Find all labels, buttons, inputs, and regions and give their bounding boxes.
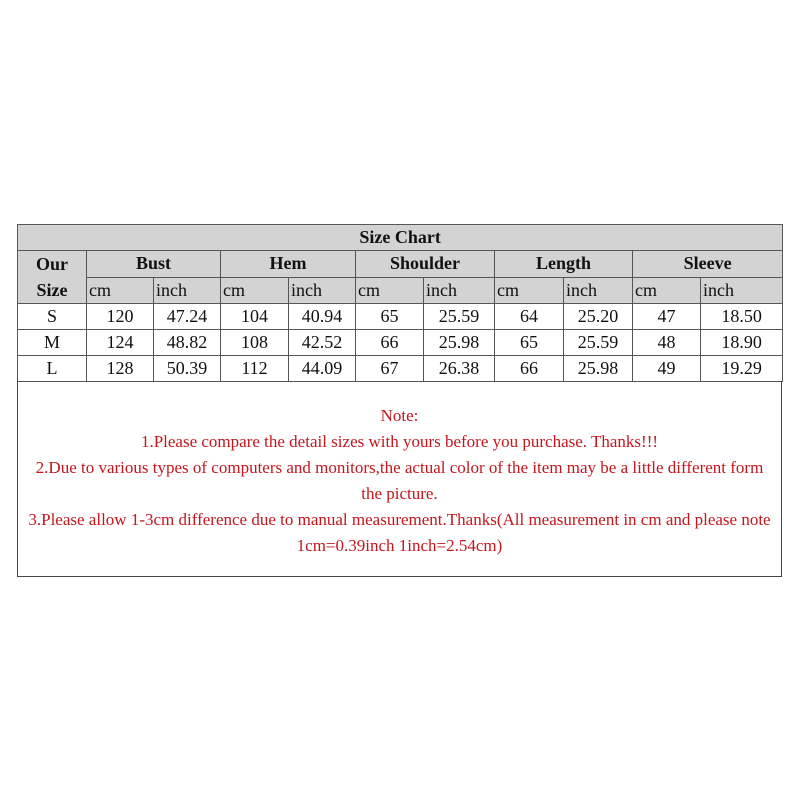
- cell: 120: [87, 304, 154, 330]
- unit-cm: cm: [221, 277, 289, 304]
- cell: 112: [221, 356, 289, 382]
- cell: 50.39: [154, 356, 221, 382]
- unit-cm: cm: [87, 277, 154, 304]
- cell: 108: [221, 330, 289, 356]
- cell: 65: [495, 330, 564, 356]
- cell: 67: [356, 356, 424, 382]
- unit-inch: inch: [564, 277, 633, 304]
- cell: 26.38: [424, 356, 495, 382]
- cell: 49: [633, 356, 701, 382]
- cell: 25.20: [564, 304, 633, 330]
- size-label: M: [18, 330, 87, 356]
- note-box: [17, 381, 782, 577]
- size-header-line2: Size: [36, 280, 68, 300]
- cell: 25.98: [424, 330, 495, 356]
- group-header-hem: Hem: [221, 251, 356, 278]
- note-line-3: 3.Please allow 1-3cm difference due to manual measurement.Thanks(All measurement in cm and please note 1cm=0.39inch 1inch=2.54cm): [28, 510, 771, 555]
- table-row: [18, 304, 783, 330]
- cell: 104: [221, 304, 289, 330]
- cell: 18.90: [701, 330, 783, 356]
- cell: 64: [495, 304, 564, 330]
- cell: 48.82: [154, 330, 221, 356]
- cell: 25.98: [564, 356, 633, 382]
- unit-inch: inch: [154, 277, 221, 304]
- table-row: [18, 330, 783, 356]
- unit-header-row: [18, 277, 783, 304]
- cell: 25.59: [424, 304, 495, 330]
- cell: 128: [87, 356, 154, 382]
- cell: 66: [356, 330, 424, 356]
- unit-inch: inch: [424, 277, 495, 304]
- note-line-2: 2.Due to various types of computers and monitors,the actual color of the item may be a little different form the picture.: [35, 458, 764, 503]
- table-row: [18, 356, 783, 382]
- cell: 25.59: [564, 330, 633, 356]
- chart-title: Size Chart: [18, 225, 783, 251]
- group-header-length: Length: [495, 251, 633, 278]
- unit-inch: inch: [289, 277, 356, 304]
- unit-inch: inch: [701, 277, 783, 304]
- note-heading: Note:: [380, 406, 419, 425]
- cell: 19.29: [701, 356, 783, 382]
- group-header-bust: Bust: [87, 251, 221, 278]
- title-row: [18, 225, 783, 251]
- size-header-line1: Our: [35, 254, 68, 274]
- unit-cm: cm: [356, 277, 424, 304]
- size-label: S: [18, 304, 87, 330]
- size-chart-table: [17, 224, 783, 382]
- group-header-row: [18, 251, 783, 278]
- cell: 47: [633, 304, 701, 330]
- cell: 40.94: [289, 304, 356, 330]
- cell: 48: [633, 330, 701, 356]
- note-line-1: 1.Please compare the detail sizes with yours before you purchase. Thanks!!!: [140, 432, 659, 451]
- cell: 66: [495, 356, 564, 382]
- cell: 124: [87, 330, 154, 356]
- unit-cm: cm: [633, 277, 701, 304]
- size-label: L: [18, 356, 87, 382]
- cell: 44.09: [289, 356, 356, 382]
- size-column-header: [18, 251, 87, 304]
- group-header-sleeve: Sleeve: [633, 251, 783, 278]
- group-header-shoulder: Shoulder: [356, 251, 495, 278]
- cell: 47.24: [154, 304, 221, 330]
- cell: 65: [356, 304, 424, 330]
- unit-cm: cm: [495, 277, 564, 304]
- cell: 42.52: [289, 330, 356, 356]
- cell: 18.50: [701, 304, 783, 330]
